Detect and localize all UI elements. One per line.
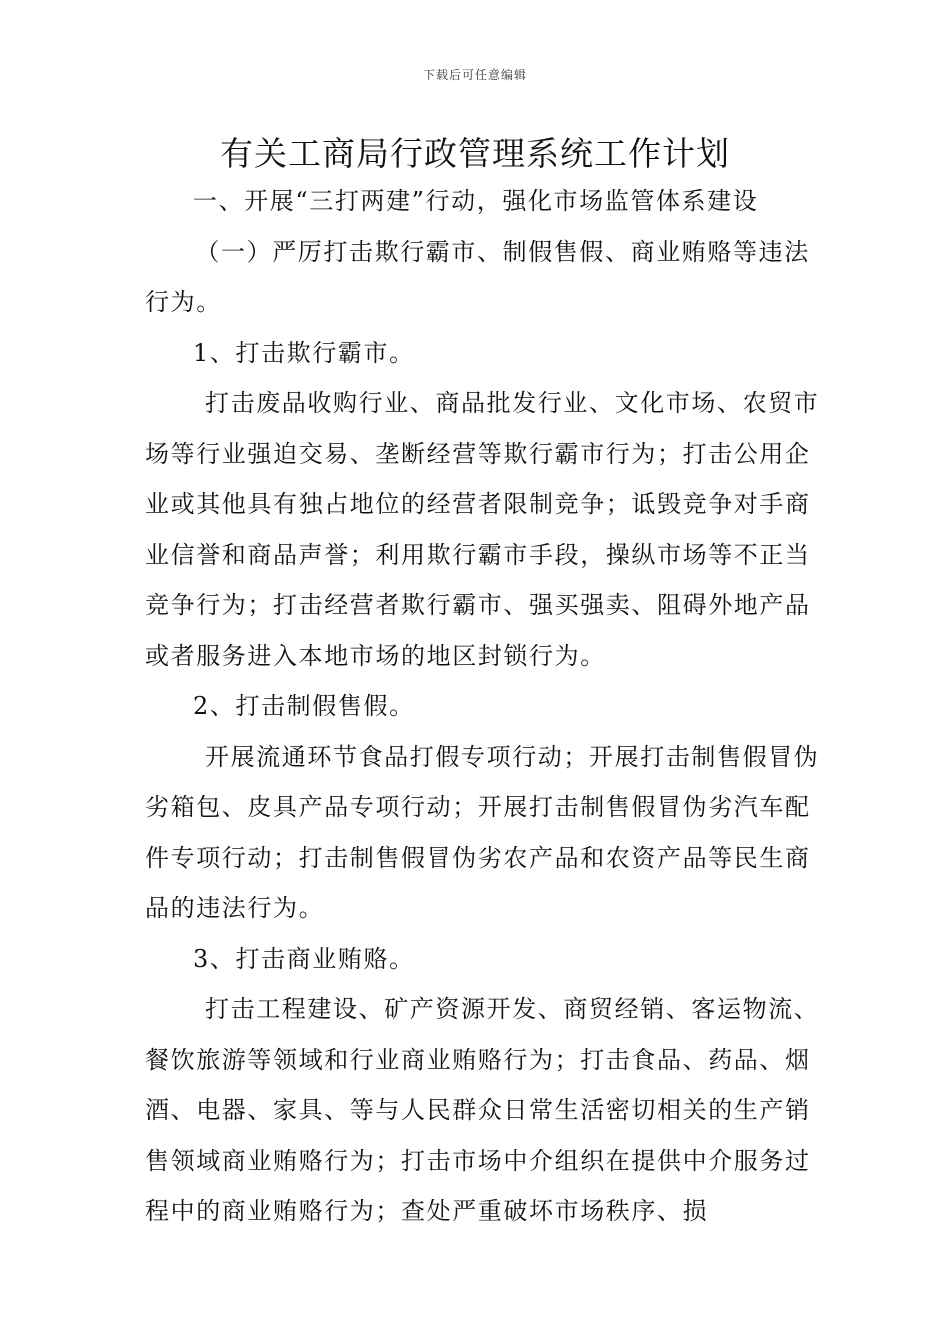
item-heading-1: 1、打击欺行霸市。 [193,338,415,367]
header-note: 下载后可任意编辑 [422,68,527,82]
item-paragraph-1: 打击废品收购行业、商品批发行业、文化市场、农贸市场等行业强迫交易、垄断经营等欺行霸市行为；打击公用企业或其他具有独占地位的经营者限制竞争；诋毁竞争对手商业信誉和商品声誉；利用欺行霸市手段，操纵市场等不正当竞争行为；打击经营者欺行霸市、强买强卖、阻碍外地产品或者服务进入本地市场的地区封锁行为。 [145,389,820,670]
item-paragraph-3: 打击工程建设、矿产资源开发、商贸经销、客运物流、餐饮旅游等领域和行业商业贿赂行为；打击食品、药品、烟酒、电器、家具、等与人民群众日常生活密切相关的生产销售领域商业贿赂行为；打击市场中介组织在提供中介服务过程中的商业贿赂行为；查处严重破坏市场秩序、损 [145,995,820,1225]
item-heading-2: 2、打击制假售假。 [193,692,415,720]
section-heading: 一、开展“三打两建”行动，强化市场监管体系建设 [193,187,759,215]
item-heading-3: 3、打击商业贿赂。 [193,944,415,973]
item-paragraph-2: 开展流通环节食品打假专项行动；开展打击制售假冒伪劣箱包、皮具产品专项行动；开展打击制售假冒伪劣汽车配件专项行动；打击制售假冒伪劣农产品和农资产品等民生商品的违法行为。 [145,742,820,922]
document-title: 有关工商局行政管理系统工作计划 [220,134,730,173]
document-body [145,176,825,1237]
subsection-heading: （一）严厉打击欺行霸市、制假售假、商业贿赂等违法行为。 [145,237,810,316]
